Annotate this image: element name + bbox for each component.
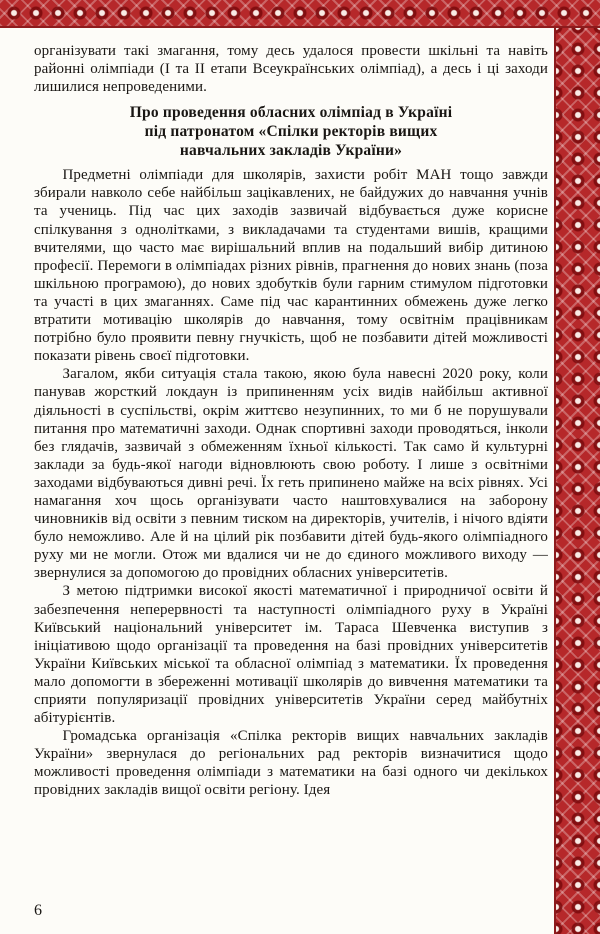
body-paragraph-3: З метою підтримки високої якості математичної і природничої освіти й забезпечення неперервності та наступності олімпіадного руху в Україні Київський національний університет ім. Тараса Шевченка виступив з ініціативою щодо організації та проведення на базі провідних університетів України Київських міської та обласної олімпіад з математики. Їх проведення мало допомогти в збереженні мотивації школярів до вивчення математики та сприяти популяризації провідних університетів України серед майбутніх абітурієнтів.: [34, 583, 548, 727]
page-content: [0, 28, 554, 934]
body-paragraph-4: Громадська організація «Спілка ректорів вищих навчальних закладів України» звернулася до регіональних рад ректорів визначитися щодо можливості проведення олімпіади з математики на базі одного чи декількох провідних закладів вищої освіти регіону. Ідея: [34, 728, 548, 799]
intro-paragraph: організувати такі змагання, тому десь удалося провести шкільні та навіть районні олімпіади (І та ІІ етапи Всеукраїнських олімпіад), а десь і ці заходи лишилися непроведеними.: [34, 43, 548, 96]
page-number: 6: [34, 902, 42, 919]
body-paragraph-1: Предметні олімпіади для школярів, захисти робіт МАН тощо завжди збирали навколо себе найбільш зацікавлених, не байдужих до навчання учнів та учениць. Під час цих заходів зазвичай відбувається дуже корисне спілкування з однолітками, з викладачами та студентами вишів, кращими вчителями, що часто має вирішальний вплив на подальший вибір дитиною професії. Перемоги в олімпіадах різних рівнів, прагнення до нових знань (поза шкільною програмою), до нових здобутків були гарним стимулом підготовки та участі в цих змаганнях. Саме під час карантинних обмежень дуже легко втратити мотивацію школярів до навчання, тому освітнім працівникам потрібно було проявити певну гнучкість, щоб не позбавити дітей можливості показати рівень своєї підготовки.: [34, 167, 548, 365]
heading-line-1: Про проведення обласних олімпіад в Україні: [129, 104, 453, 122]
ornamental-border-top: [0, 0, 600, 28]
heading-line-2: під патронатом «Спілки ректорів вищих: [144, 123, 438, 141]
body-paragraph-2: Загалом, якби ситуація стала такою, якою була навесні 2020 року, коли панував жорсткий локдаун із припиненням усіх видів найбільш активної діяльності в суспільстві, окрім життєво незупинних, то ми б не порушували питання про математичні заходи. Однак спортивні заходи проводяться, інколи без глядачів, зазвичай з обмеженням їхньої кількості. Так само й культурні заклади за будь-якої нагоди відновлюють свою роботу. І лише з освітніми заходами відбуваються дивні речі. Їх геть припинено майже на всіх рівнях. Усі намагання хоч щось організувати часто наштовхувалися на заборону чиновників від освіти з певним тиском на директорів, учителів, і нічого вдіяти було неможливо. Але й на цілий рік позбавити дітей будь-якого олімпіадного руху ми не могли. Отож ми вдалися чи не до єдиного можливого виходу — звернулися за допомогою до провідних обласних університетів.: [34, 366, 548, 582]
heading-line-3: навчальних закладів України»: [179, 142, 403, 160]
section-heading: [34, 103, 548, 160]
ornamental-border-right: [554, 0, 600, 934]
